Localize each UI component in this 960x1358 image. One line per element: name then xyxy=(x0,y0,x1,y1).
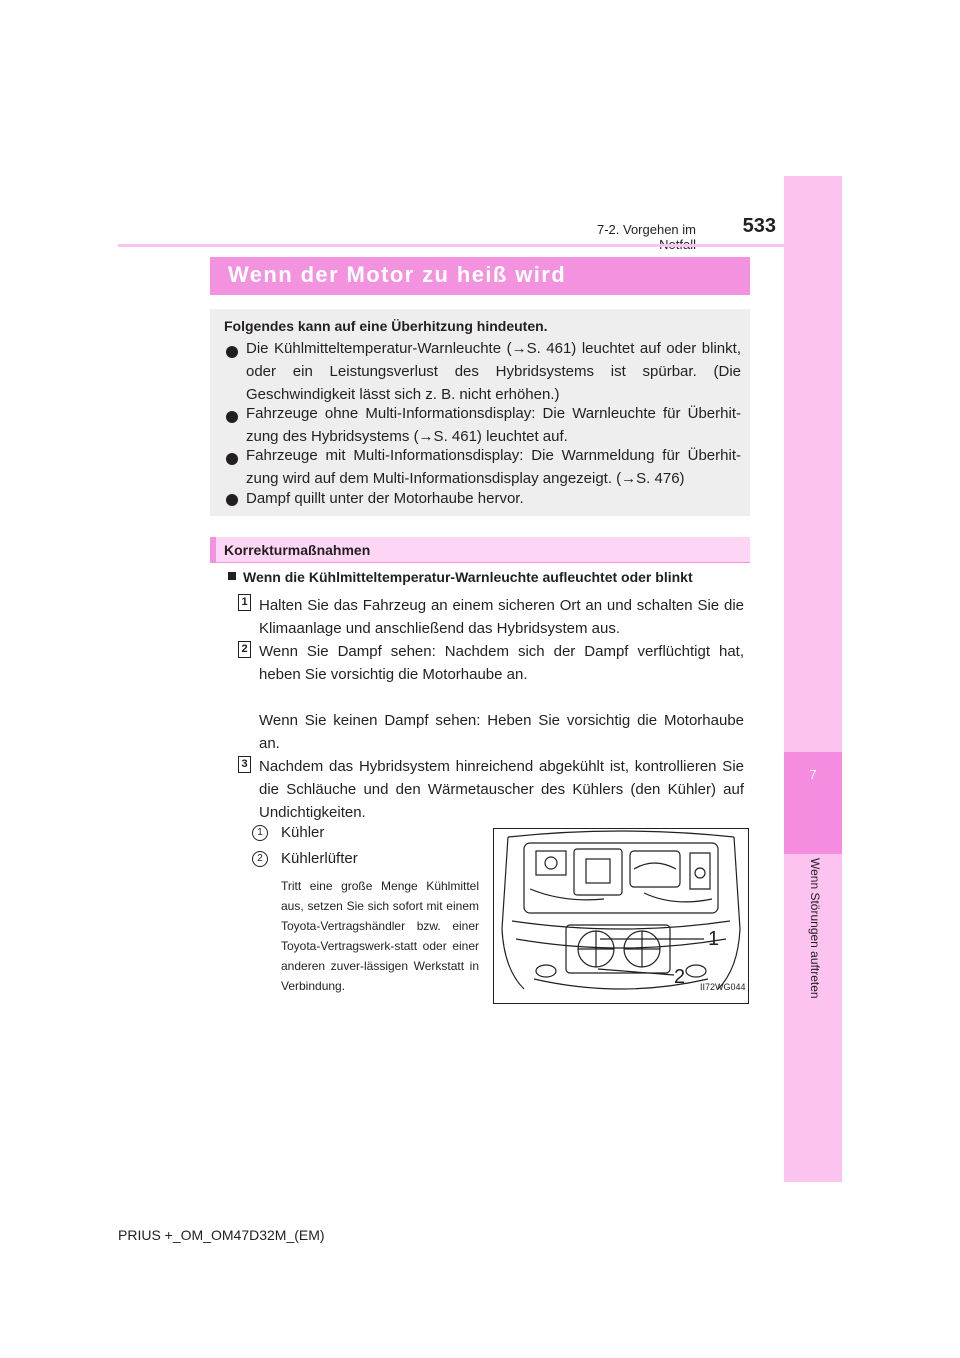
step-text-alternative: Wenn Sie keinen Dampf sehen: Heben Sie vorsichtig die Motorhaube an. xyxy=(259,712,744,752)
legend-number-2: 2 xyxy=(252,851,268,867)
legend-label-fan: Kühlerlüfter xyxy=(281,850,358,867)
figure-code: II72WG044 xyxy=(700,982,746,992)
chapter-number: 7 xyxy=(809,767,817,782)
square-bullet-icon xyxy=(228,572,236,580)
step-number-box: 2 xyxy=(238,641,251,658)
step-text: Nachdem das Hybridsystem hinreichend abgekühlt ist, kontrollieren Sie die Schläuche und den Wärmetauscher des Kühlers (den Kühler) auf Undichtigkeiten. xyxy=(259,758,744,821)
legend-label-radiator: Kühler xyxy=(281,824,325,841)
warning-note: Tritt eine große Menge Kühlmittel aus, setzen Sie sich sofort mit einem Toyota-Vertragshändler bzw. einer Toyota-Vertragswerk-statt oder einer anderen zuver-lässigen Werkstatt in Verbindung. xyxy=(281,879,479,993)
info-box-heading: Folgendes kann auf eine Überhitzung hindeuten. xyxy=(224,318,548,334)
bullet-icon xyxy=(226,346,238,358)
running-header-section: 7-2. Vorgehen im xyxy=(596,222,696,237)
subsection-underline xyxy=(216,562,750,563)
engine-compartment-figure xyxy=(493,828,749,1004)
figure-callout-2: 2 xyxy=(674,966,686,988)
engine-compartment-illustration xyxy=(494,829,748,1003)
step-number-box: 1 xyxy=(238,594,251,611)
footer-model-code: PRIUS +_OM_OM47D32M_(EM) xyxy=(118,1227,325,1243)
page-number: 533 xyxy=(742,215,776,237)
page-title: Wenn der Motor zu heiß wird xyxy=(228,262,567,287)
info-bullet: Fahrzeuge ohne Multi-Informationsdisplay: Die Warnleuchte für Überhit-zung des Hybridsystems (→S. 461) leuchtet auf. xyxy=(246,405,741,445)
legend-number-1: 1 xyxy=(252,825,268,841)
chapter-title: Wenn Störungen auftreten xyxy=(808,858,822,999)
condition-heading: Wenn die Kühlmitteltemperatur-Warnleuchte aufleuchtet oder blinkt xyxy=(243,569,693,585)
figure-callout-1: 1 xyxy=(708,928,720,950)
subsection-heading: Korrekturmaßnahmen xyxy=(224,542,371,558)
bullet-icon xyxy=(226,494,238,506)
header-rule xyxy=(118,244,784,247)
info-bullet: Fahrzeuge mit Multi-Informationsdisplay: Die Warnmeldung für Überhit-zung wird auf dem Multi-Informationsdisplay angezeigt. (→S. 476) xyxy=(246,447,741,487)
info-bullet: Die Kühlmitteltemperatur-Warnleuchte (→S. 461) leuchtet auf oder blinkt, oder ein Leistungsverlust des Hybridsystems ist spürbar. (Die Geschwindigkeit lässt sich z. B. nicht erhöhen.) xyxy=(246,340,741,403)
chapter-side-tab xyxy=(784,176,842,1182)
bullet-icon xyxy=(226,453,238,465)
info-bullet: Dampf quillt unter der Motorhaube hervor. xyxy=(246,490,524,507)
step-text: Wenn Sie Dampf sehen: Nachdem sich der Dampf verflüchtigt hat, heben Sie vorsichtig die Motorhaube an. xyxy=(259,643,744,683)
step-number-box: 3 xyxy=(238,756,251,773)
step-text: Halten Sie das Fahrzeug an einem sicheren Ort an und schalten Sie die Klimaanlage und anschließend das Hybridsystem aus. xyxy=(259,597,744,637)
bullet-icon xyxy=(226,411,238,423)
